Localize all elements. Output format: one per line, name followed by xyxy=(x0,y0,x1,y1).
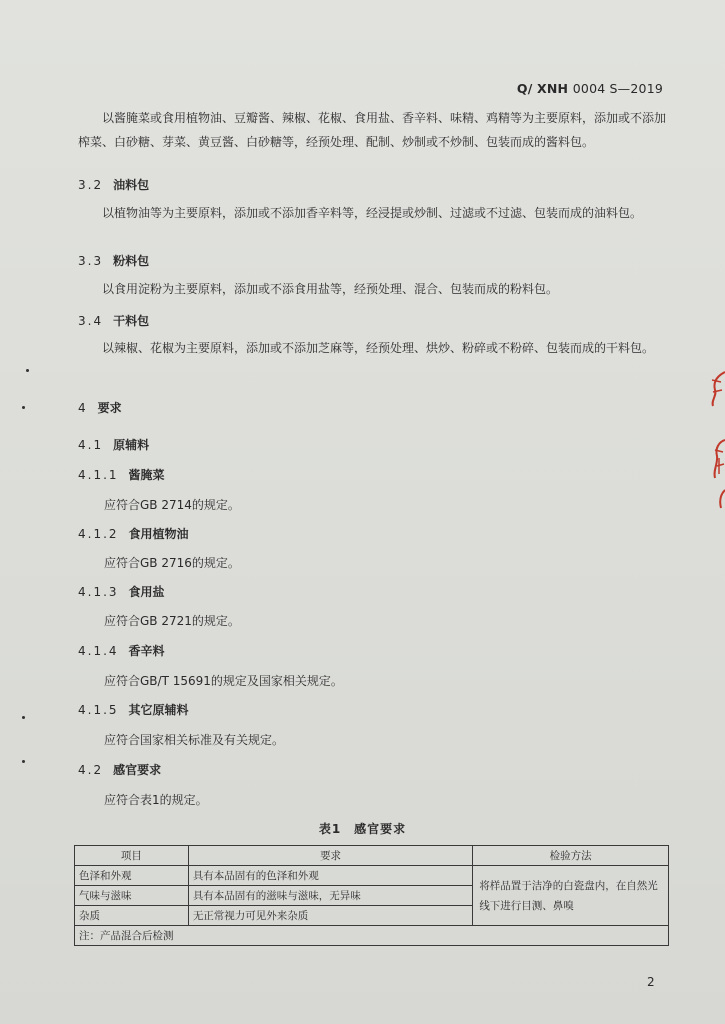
section-heading-3-2 xyxy=(78,176,149,193)
page-number: 2 xyxy=(647,975,655,989)
section-paragraph-3-3: 以食用淀粉为主要原料，添加或不添食用盐等，经预处理、混合、包装而成的粉料包。 xyxy=(102,282,559,296)
section-title: 香辛料 xyxy=(128,644,165,658)
section-heading-3-4 xyxy=(78,312,149,329)
margin-dot xyxy=(22,760,25,763)
section-number: 4.1.2 xyxy=(78,527,119,541)
section-heading-4-1 xyxy=(78,436,149,453)
section-paragraph-3-2: 以植物油等为主要原料，添加或不添加香辛料等，经浸提或炒制、过滤或不过滤、包装而成的油料包。 xyxy=(102,206,643,220)
margin-dot xyxy=(22,406,25,409)
section-heading-4 xyxy=(78,399,122,416)
margin-dot xyxy=(26,369,29,372)
section-number: 4.1.5 xyxy=(78,703,119,717)
intro-paragraph: 以酱腌菜或食用植物油、豆瓣酱、辣椒、花椒、食用盐、香辛料、味精、鸡精等为主要原料，添加或不添加榨菜、白砂糖、芽菜、黄豆酱、白砂糖等，经预处理、配制、炒制或不炒制、包装而成的酱料包。 xyxy=(78,111,667,149)
section-title: 油料包 xyxy=(113,178,150,192)
section-heading-4-1-5 xyxy=(78,701,189,718)
standard-code-prefix: Q/ XNH xyxy=(516,81,569,96)
section-number: 4.1.1 xyxy=(78,468,119,482)
section-heading-3-3 xyxy=(78,252,149,269)
margin-dot xyxy=(22,716,25,719)
standard-code-header xyxy=(517,81,663,96)
table-cell-method: 将样品置于洁净的白瓷盘内，在自然光线下进行目测、鼻嗅 xyxy=(473,866,669,926)
section-number: 3.2 xyxy=(78,178,104,192)
section-title: 感官要求 xyxy=(113,763,162,777)
table-cell-item: 杂质 xyxy=(75,906,189,926)
section-paragraph-3-4: 以辣椒、花椒为主要原料，添加或不添加芝麻等，经预处理、烘炒、粉碎或不粉碎、包装而成的干料包。 xyxy=(102,341,655,355)
section-heading-4-1-4 xyxy=(78,642,165,659)
section-body-4-1-2: 应符合GB 2716的规定。 xyxy=(104,556,240,570)
table-cell-requirement: 具有本品固有的滋味与滋味，无异味 xyxy=(188,886,473,906)
section-title: 粉料包 xyxy=(113,254,150,268)
section-body-4-1-5: 应符合国家相关标准及有关规定。 xyxy=(104,733,285,747)
section-title: 食用植物油 xyxy=(128,527,189,541)
section-heading-4-1-3 xyxy=(78,583,165,600)
section-body-4-2: 应符合表1的规定。 xyxy=(104,793,208,807)
sensory-requirements-table xyxy=(74,845,669,946)
section-body-4-1-4: 应符合GB/T 15691的规定及国家相关规定。 xyxy=(104,674,343,688)
section-body-4-1-1: 应符合GB 2714的规定。 xyxy=(104,498,240,512)
section-title: 酱腌菜 xyxy=(128,468,165,482)
table-cell-requirement: 具有本品固有的色泽和外观 xyxy=(188,866,473,886)
section-number: 4.2 xyxy=(78,763,104,777)
section-heading-4-1-2 xyxy=(78,525,189,542)
table-cell-item: 色泽和外观 xyxy=(75,866,189,886)
red-seal-fragment-icon xyxy=(703,370,725,515)
table-header-row xyxy=(75,846,669,866)
table-title: 表1 感官要求 xyxy=(318,822,407,836)
section-number: 3.4 xyxy=(78,314,104,328)
section-title: 干料包 xyxy=(113,314,150,328)
table-header-cell: 检验方法 xyxy=(473,846,669,866)
table-header-cell: 要求 xyxy=(188,846,473,866)
standard-code-number: 0004 S—2019 xyxy=(572,81,663,96)
section-number: 4.1.3 xyxy=(78,585,119,599)
section-body-4-1-3: 应符合GB 2721的规定。 xyxy=(104,614,240,628)
section-title: 要求 xyxy=(97,401,122,415)
table-note-row xyxy=(75,926,669,946)
section-heading-4-2 xyxy=(78,761,161,778)
section-number: 4.1 xyxy=(78,438,104,452)
table-header-cell: 项目 xyxy=(75,846,189,866)
section-title: 食用盐 xyxy=(128,585,165,599)
section-number: 3.3 xyxy=(78,254,104,268)
section-title: 原辅料 xyxy=(113,438,150,452)
table-row xyxy=(75,866,669,886)
section-title: 其它原辅料 xyxy=(128,703,189,717)
table-cell-requirement: 无正常视力可见外来杂质 xyxy=(188,906,473,926)
section-number: 4 xyxy=(78,401,88,415)
table-cell-item: 气味与滋味 xyxy=(75,886,189,906)
section-number: 4.1.4 xyxy=(78,644,119,658)
section-heading-4-1-1 xyxy=(78,466,165,483)
table-note: 注：产品混合后检测 xyxy=(75,926,669,946)
